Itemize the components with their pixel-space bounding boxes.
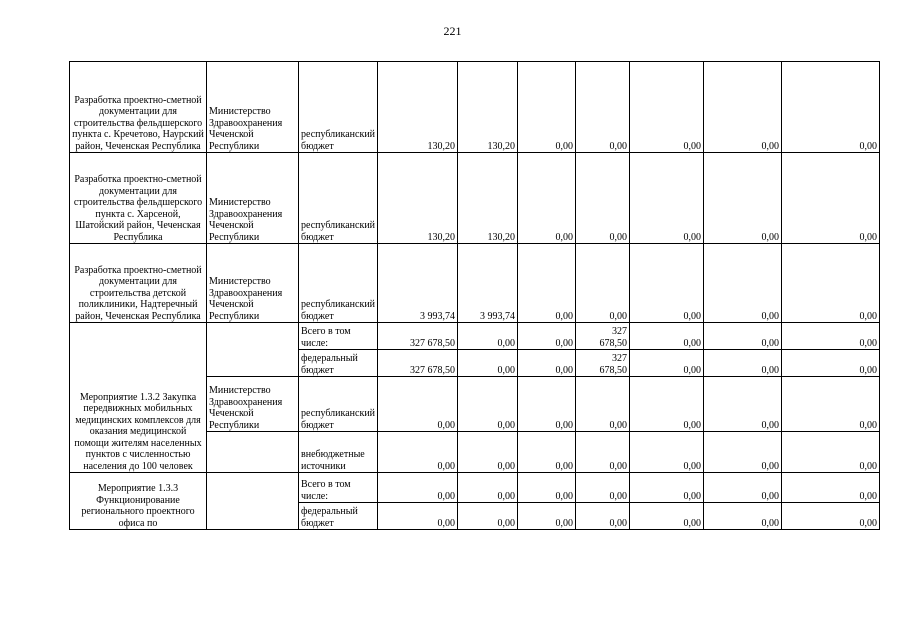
value-cell: 0,00	[518, 244, 576, 323]
executor: Министерство Здравоохранения Чеченской Республики	[207, 244, 299, 323]
value-cell: 0,00	[378, 503, 458, 530]
value-cell: 0,00	[704, 377, 782, 432]
funding-source: республиканский бюджет	[299, 153, 378, 244]
measure-name: Мероприятие 1.3.2 Закупка передвижных мобильных медицинских комплексов для оказания медицинской помощи жителям населенных пунктов с численностью населения до 100 человек	[70, 323, 207, 473]
funding-source: республиканский бюджет	[299, 62, 378, 153]
value-cell: 0,00	[458, 473, 518, 503]
executor-empty	[207, 323, 299, 377]
funding-source: федеральный бюджет	[299, 350, 378, 377]
value-cell: 0,00	[630, 432, 704, 473]
funding-source: республиканский бюджет	[299, 377, 378, 432]
measure-name: Разработка проектно-сметной документации для строительства фельдшерского пункта с. Кречетово, Наурский район, Чеченская Республика	[70, 62, 207, 153]
value-cell: 327 678,50	[378, 323, 458, 350]
funding-source: республиканский бюджет	[299, 244, 378, 323]
value-cell: 0,00	[630, 244, 704, 323]
value-cell: 0,00	[378, 377, 458, 432]
measure-name: Разработка проектно-сметной документации для строительства детской поликлиники, Надтеречный район, Чеченская Республика	[70, 244, 207, 323]
value-cell: 0,00	[782, 323, 880, 350]
value-cell: 0,00	[704, 473, 782, 503]
value-cell: 0,00	[704, 323, 782, 350]
value-cell: 0,00	[518, 350, 576, 377]
value-cell: 0,00	[576, 503, 630, 530]
value-cell: 0,00	[630, 473, 704, 503]
executor-empty	[207, 473, 299, 530]
value-text: 327 678,50	[599, 326, 628, 349]
table-row	[70, 153, 880, 244]
table-row	[70, 62, 880, 153]
value-cell: 0,00	[518, 153, 576, 244]
funding-source: Всего в том числе:	[299, 473, 378, 503]
value-cell: 0,00	[458, 503, 518, 530]
executor: Министерство Здравоохранения Чеченской Республики	[207, 62, 299, 153]
value-cell	[576, 350, 630, 377]
value-cell: 0,00	[518, 473, 576, 503]
value-cell: 0,00	[704, 350, 782, 377]
funding-source: федеральный бюджет	[299, 503, 378, 530]
measure-name: Разработка проектно-сметной документации для строительства фельдшерского пункта с. Харсеной, Шатойский район, Чеченская Республика	[70, 153, 207, 244]
value-cell: 0,00	[630, 503, 704, 530]
table-row	[70, 244, 880, 323]
value-cell: 327 678,50	[378, 350, 458, 377]
value-cell: 0,00	[518, 432, 576, 473]
value-cell: 0,00	[782, 503, 880, 530]
value-cell: 0,00	[630, 153, 704, 244]
value-cell: 130,20	[378, 62, 458, 153]
value-cell: 0,00	[576, 153, 630, 244]
value-cell	[576, 323, 630, 350]
value-cell: 0,00	[576, 244, 630, 323]
value-cell: 0,00	[704, 62, 782, 153]
value-cell: 0,00	[458, 377, 518, 432]
value-cell: 130,20	[458, 62, 518, 153]
value-cell: 0,00	[630, 377, 704, 432]
value-cell: 0,00	[378, 473, 458, 503]
value-cell: 0,00	[782, 377, 880, 432]
executor-empty	[207, 432, 299, 473]
funding-source: внебюджетные источники	[299, 432, 378, 473]
value-cell: 0,00	[576, 473, 630, 503]
funding-source: Всего в том числе:	[299, 323, 378, 350]
value-cell: 0,00	[630, 350, 704, 377]
value-cell: 0,00	[458, 432, 518, 473]
page-number: 221	[443, 24, 462, 38]
value-cell: 0,00	[458, 350, 518, 377]
value-cell: 0,00	[704, 503, 782, 530]
value-cell: 0,00	[782, 473, 880, 503]
value-text: 327 678,50	[599, 353, 628, 376]
value-cell: 0,00	[782, 244, 880, 323]
value-cell: 0,00	[518, 323, 576, 350]
value-cell: 130,20	[378, 153, 458, 244]
table-row	[70, 473, 880, 503]
value-cell: 3 993,74	[458, 244, 518, 323]
value-cell: 0,00	[576, 377, 630, 432]
value-cell: 0,00	[704, 244, 782, 323]
value-cell: 0,00	[630, 62, 704, 153]
value-cell: 0,00	[458, 323, 518, 350]
value-cell: 3 993,74	[378, 244, 458, 323]
value-cell: 0,00	[630, 323, 704, 350]
executor: Министерство Здравоохранения Чеченской Республики	[207, 153, 299, 244]
budget-table	[69, 61, 880, 530]
value-cell: 0,00	[576, 432, 630, 473]
value-cell: 0,00	[782, 432, 880, 473]
value-cell: 0,00	[704, 432, 782, 473]
value-cell: 0,00	[518, 503, 576, 530]
measure-name: Мероприятие 1.3.3 Функционирование регионального проектного офиса по	[70, 473, 207, 530]
value-cell: 130,20	[458, 153, 518, 244]
value-cell: 0,00	[704, 153, 782, 244]
value-cell: 0,00	[378, 432, 458, 473]
value-cell: 0,00	[576, 62, 630, 153]
value-cell: 0,00	[782, 153, 880, 244]
executor: Министерство Здравоохранения Чеченской Республики	[207, 377, 299, 432]
value-cell: 0,00	[782, 350, 880, 377]
value-cell: 0,00	[782, 62, 880, 153]
value-cell: 0,00	[518, 62, 576, 153]
table-row	[70, 323, 880, 350]
value-cell: 0,00	[518, 377, 576, 432]
